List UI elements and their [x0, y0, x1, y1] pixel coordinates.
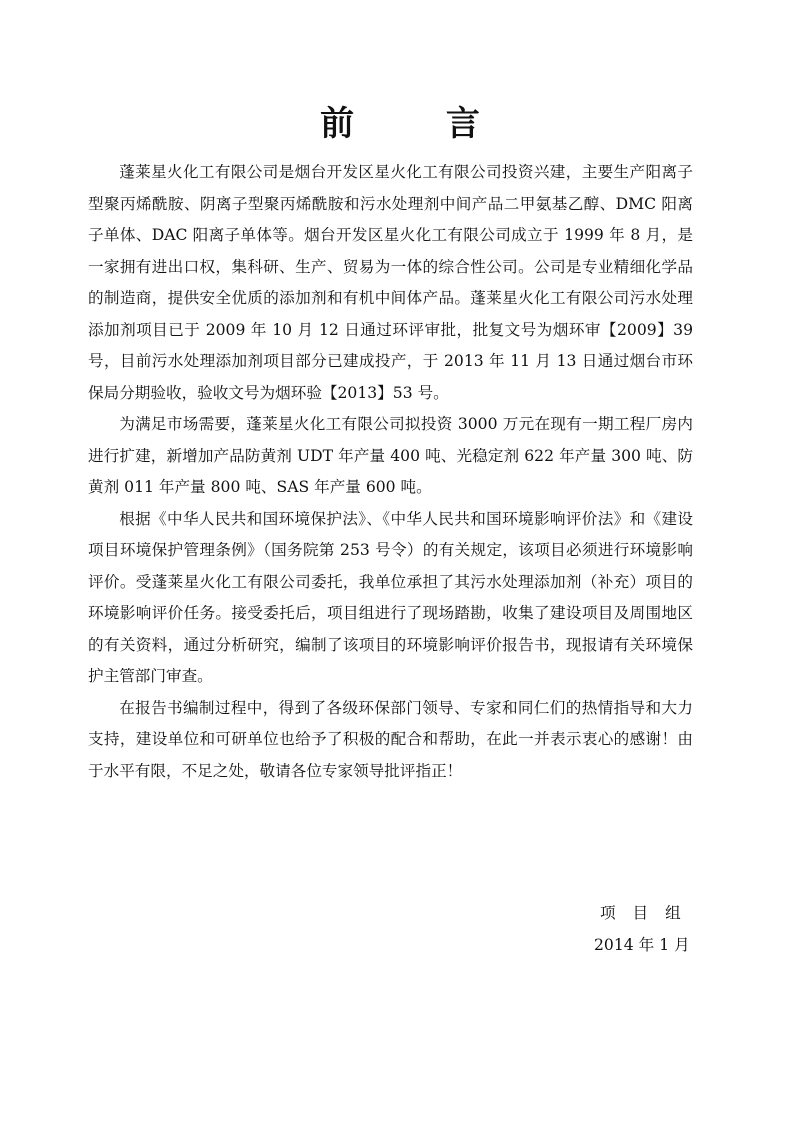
paragraph-company-intro: 蓬莱星火化工有限公司是烟台开发区星火化工有限公司投资兴建，主要生产阳离子型聚丙烯酰胺、阴离子型聚丙烯酰胺和污水处理剂中间产品二甲氨基乙醇、DMC 阳离子单体、DAC 阳离子单体等。烟台开发区星火化工有限公司成立于 1999 年 8 月，是一家拥有进出口权，集科研、生产、贸易为一体的综合性公司。公司是专业精细化学品的制造商，提供安全优质的添加剂和有机中间体产品。蓬莱星火化工有限公司污水处理添加剂项目已于 2009 年 10 月 12 日通过环评审批，批复文号为烟环审【2009】39 号，目前污水处理添加剂项目部分已建成投产，于 2013 年 11 月 13 日通过烟台市环保局分期验收，验收文号为烟环验【2013】53 号。 [88, 163, 693, 402]
paragraph-expansion: 为满足市场需要，蓬莱星火化工有限公司拟投资 3000 万元在现有一期工程厂房内进行扩建，新增加产品防黄剂 UDT 年产量 400 吨、光稳定剂 622 年产量 300 吨、防黄剂 011 年产量 800 吨、SAS 年产量 600 吨。 [88, 415, 693, 496]
paragraph-acknowledgement: 在报告书编制过程中，得到了各级环保部门领导、专家和同仁们的热情指导和大力支持，建设单位和可研单位也给予了积极的配合和帮助，在此一并表示衷心的感谢！由于水平有限，不足之处，敬请各位专家领导批评指正！ [88, 698, 693, 780]
page-title: 前 言 [320, 104, 520, 144]
signature-block [560, 898, 720, 961]
paragraph-legal-basis: 根据《中华人民共和国环境保护法》、《中华人民共和国环境影响评价法》和《建设项目环境保护管理条例》（国务院第 253 号令）的有关规定，该项目必须进行环境影响评价。受蓬莱星火化工有限公司委托，我单位承担了其污水处理添加剂（补充）项目的环境影响评价任务。接受委托后，项目组进行了现场踏勘，收集了建设项目及周围地区的有关资料，通过分析研究，编制了该项目的环境影响评价报告书，现报请有关环境保护主管部门审查。 [88, 509, 693, 685]
document-body [88, 157, 693, 787]
signature-date: 2014 年 1 月 [594, 935, 690, 954]
signature-team: 项 目 组 [600, 904, 687, 922]
